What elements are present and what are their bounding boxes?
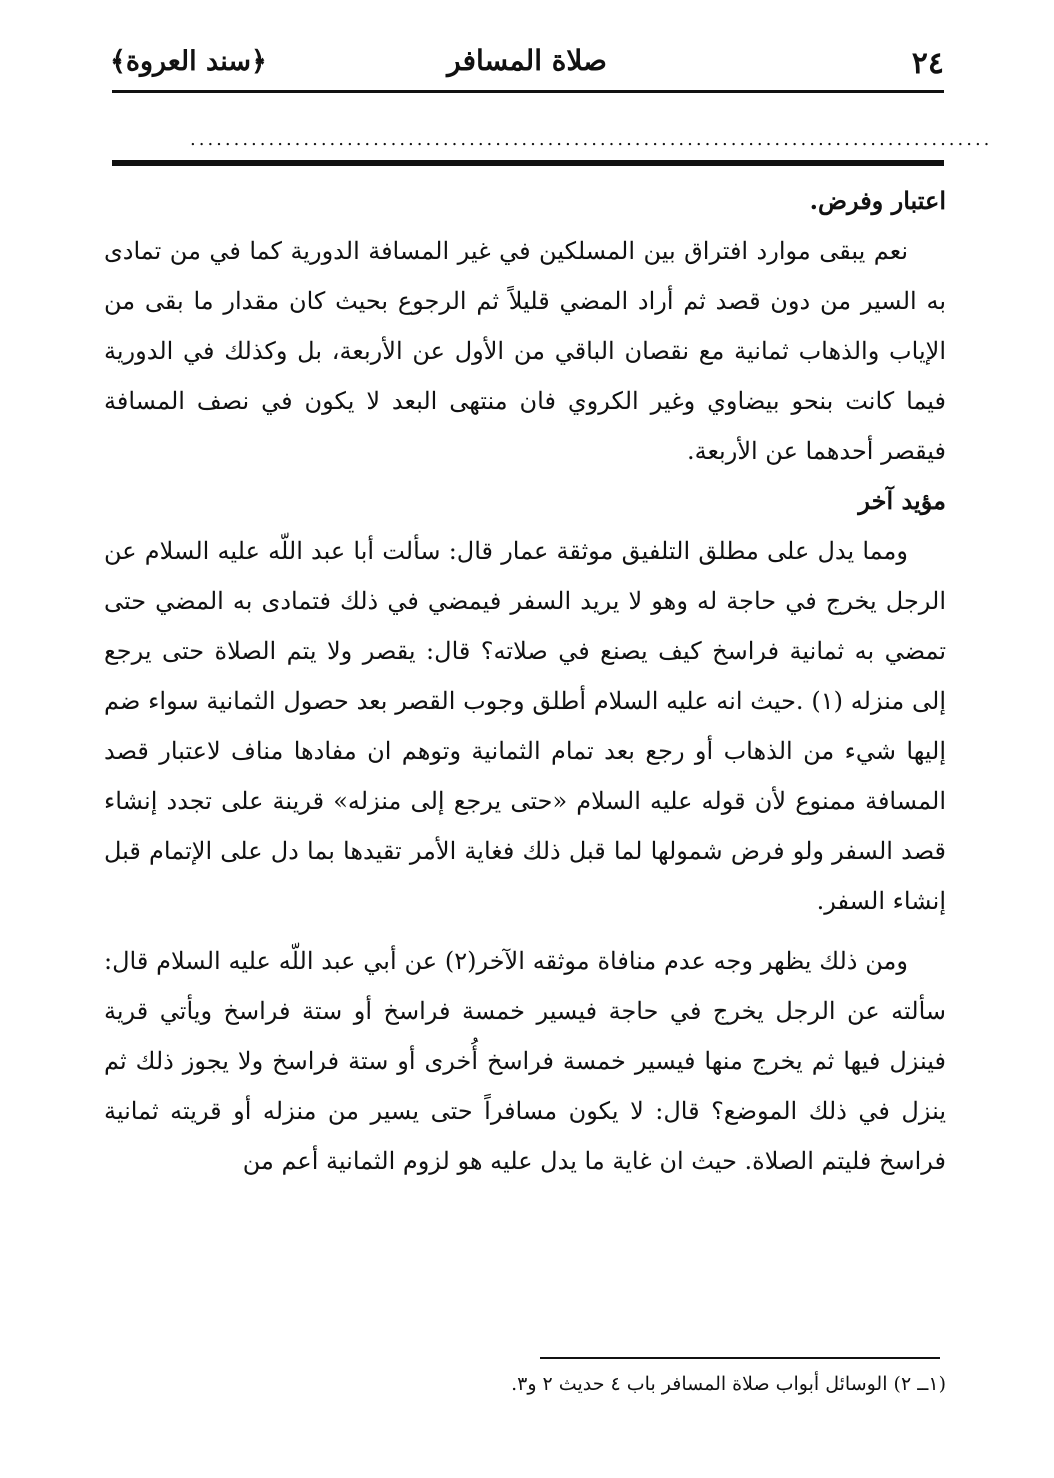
paragraph: ومن ذلك يظهر وجه عدم منافاة موثقه الآخر(٢) عن أبي عبد اللّه عليه السلام قال: سألته عن الرجل يخرج في حاجة فيسير خمسة فراسخ أو ستة فراسخ ويأتي قرية فينزل فيها ثم يخرج منها فيسير خمسة فراسخ أُخرى أو ستة فراسخ ولا يجوز ذلك ثم ينزل في ذلك الموضع؟ قال: لا يكون مسافراً حتى يسير من منزله أو قريته ثمانية فراسخ فليتم الصلاة. حيث ان غاية ما يدل عليه هو لزوم الثمانية أعم من — [104, 947, 946, 1175]
paragraph: نعم يبقى موارد افتراق بين المسلكين في غير المسافة الدورية كما في من تمادى به السير من دون قصد ثم أراد المضي قليلاً ثم الرجوع بحيث كان مقدار ما بقى من الإياب والذهاب ثمانية مع نقصان الباقي من الأول عن الأربعة، بل وكذلك في الدورية فيما كانت بنحو بيضاوي وغير الكروي فان منتهى البعد لا يكون في نصف المسافة فيقصر أحدهما عن الأربعة. — [104, 237, 946, 465]
page-number: ٢٤ — [911, 46, 944, 81]
paragraph-fragment: اعتبار وفرض. — [809, 186, 946, 215]
thick-separator-rule — [112, 160, 944, 166]
dotted-separator: ............................................................................................ — [190, 129, 993, 150]
footnote: (١ــ ٢) الوسائل أبواب صلاة المسافر باب ٤ حديث ٢ و٣. — [511, 1373, 946, 1395]
section-heading: مؤيد آخر — [858, 486, 946, 515]
page-header — [110, 38, 944, 90]
header-rule — [112, 90, 944, 93]
chapter-title: صلاة المسافر — [447, 44, 607, 77]
footnote-rule — [540, 1357, 940, 1359]
book-title: ﴿سند العروة﴾ — [110, 46, 267, 77]
body-text — [104, 176, 946, 1186]
paragraph: ومما يدل على مطلق التلفيق موثقة عمار قال: سألت أبا عبد اللّه عليه السلام عن الرجل يخرج في حاجة له وهو لا يريد السفر فيمضي في ذلك فتمادى به المضي حتى تمضي به ثمانية فراسخ كيف يصنع في صلاته؟ قال: يقصر ولا يتم الصلاة حتى يرجع إلى منزله (١) .حيث انه عليه السلام أطلق وجوب القصر بعد حصول الثمانية سواء ضم إليها شيء من الذهاب أو رجع بعد تمام الثمانية وتوهم ان مفادها مناف لاعتبار قصد المسافة ممنوع لأن قوله عليه السلام «حتى يرجع إلى منزله» قرينة على تجدد إنشاء قصد السفر ولو فرض شمولها لما قبل ذلك فغاية الأمر تقيدها بما دل على الإتمام قبل إنشاء السفر. — [104, 537, 946, 915]
